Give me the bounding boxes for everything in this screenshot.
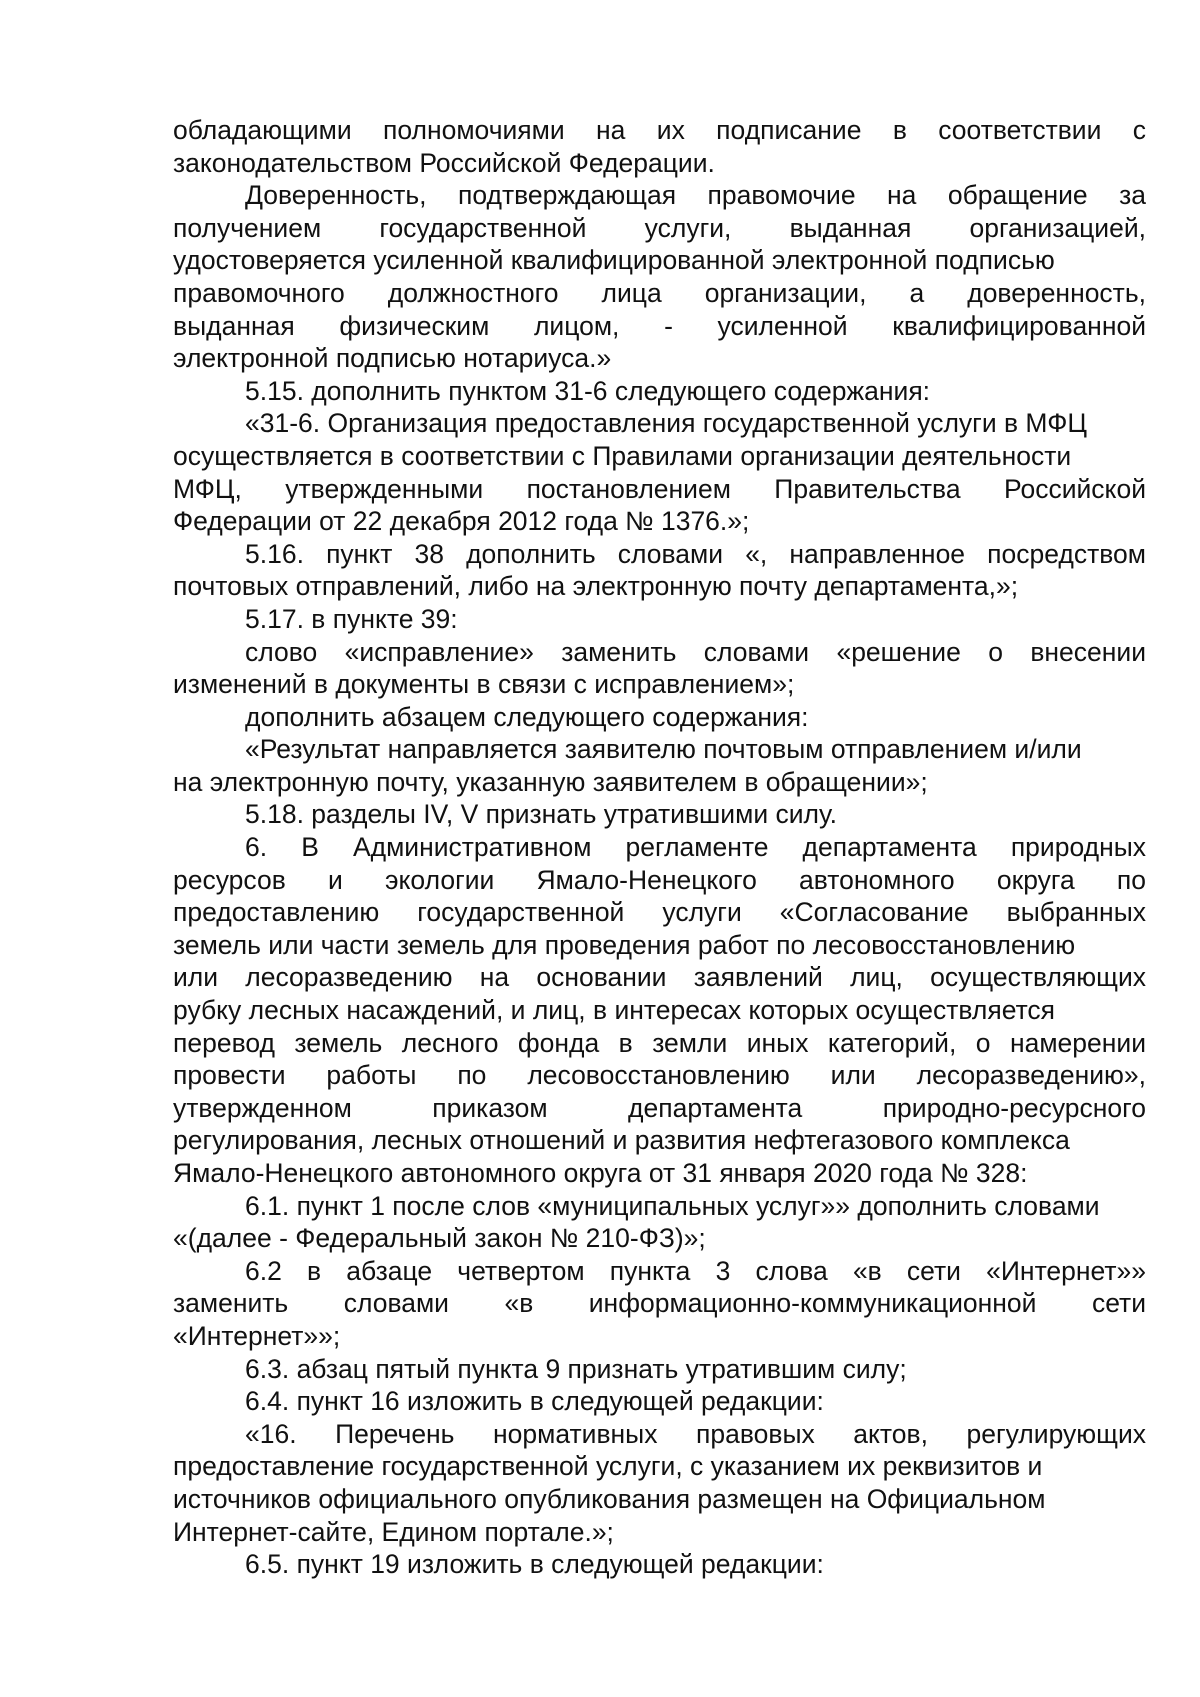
text-line: 5.15. дополнить пунктом 31-6 следующего содержания: (245, 375, 931, 406)
text-line: Федерации от 22 декабря 2012 года № 1376.»; (173, 506, 750, 537)
text-line: изменений в документы в связи с исправлением»; (173, 669, 795, 700)
text-line: или лесоразведению на основании заявлений лиц, осуществляющих (173, 962, 1146, 993)
text-line: «16. Перечень нормативных правовых актов, регулирующих (245, 1418, 1146, 1449)
text-line: на электронную почту, указанную заявителем в обращении»; (173, 766, 928, 797)
text-line: «31-6. Организация предоставления государственной услуги в МФЦ (245, 408, 1087, 439)
text-line: выданная физическим лицом, - усиленной квалифицированной (173, 310, 1146, 341)
text-line: 6.4. пункт 16 изложить в следующей редакции: (245, 1386, 824, 1417)
text-line: 6. В Административном регламенте департамента природных (245, 832, 1146, 863)
text-line: земель или части земель для проведения работ по лесовосстановлению (173, 929, 1076, 960)
text-line: 6.5. пункт 19 изложить в следующей редакции: (245, 1549, 824, 1580)
text-line: слово «исправление» заменить словами «решение о внесении (245, 636, 1146, 667)
text-line: предоставлению государственной услуги «Согласование выбранных (173, 897, 1146, 928)
text-line: «(далее - Федеральный закон № 210-ФЗ)»; (173, 1223, 706, 1254)
text-line: источников официального опубликования размещен на Официальном (173, 1483, 1046, 1514)
text-line: 6.3. абзац пятый пункта 9 признать утратившим силу; (245, 1353, 907, 1384)
text-line: 5.18. разделы IV, V признать утратившими силу. (245, 799, 837, 830)
document-body (173, 114, 1146, 1581)
text-line: ресурсов и экологии Ямало-Ненецкого автономного округа по (173, 864, 1146, 895)
text-line: правомочного должностного лица организации, а доверенность, (173, 277, 1146, 308)
text-line: удостоверяется усиленной квалифицированной электронной подписью (173, 245, 1055, 276)
text-line: 6.2 в абзаце четвертом пункта 3 слова «в сети «Интернет»» (245, 1255, 1146, 1286)
text-line: Доверенность, подтверждающая правомочие на обращение за (245, 180, 1146, 211)
text-line: 6.1. пункт 1 после слов «муниципальных услуг»» дополнить словами (245, 1190, 1100, 1221)
text-line: рубку лесных насаждений, и лиц, в интересах которых осуществляется (173, 995, 1056, 1026)
text-line: электронной подписью нотариуса.» (173, 343, 612, 374)
text-line: осуществляется в соответствии с Правилами организации деятельности (173, 440, 1072, 471)
text-line: предоставление государственной услуги, с указанием их реквизитов и (173, 1451, 1043, 1482)
text-line: провести работы по лесовосстановлению или лесоразведению», (173, 1060, 1146, 1091)
text-line: почтовых отправлений, либо на электронную почту департамента,»; (173, 571, 1019, 602)
text-line: «Результат направляется заявителю почтовым отправлением и/или (245, 734, 1082, 765)
text-line: 5.17. в пункте 39: (245, 603, 458, 634)
text-line: обладающими полномочиями на их подписание в соответствии с (173, 115, 1146, 145)
text-line: регулирования, лесных отношений и развития нефтегазового комплекса (173, 1125, 1070, 1156)
text-line: утвержденном приказом департамента природно-ресурсного (173, 1092, 1146, 1123)
text-line: «Интернет»»; (173, 1320, 341, 1351)
text-line: Интернет-сайте, Едином портале.»; (173, 1516, 614, 1547)
text-line: МФЦ, утвержденными постановлением Правительства Российской (173, 473, 1146, 504)
text-line: получением государственной услуги, выданная организацией, (173, 212, 1146, 243)
text-line: дополнить абзацем следующего содержания: (245, 701, 809, 732)
text-line: законодательством Российской Федерации. (173, 147, 715, 178)
text-line: заменить словами «в информационно-коммуникационной сети (173, 1288, 1146, 1319)
text-line: перевод земель лесного фонда в земли иных категорий, о намерении (173, 1027, 1146, 1058)
text-line: 5.16. пункт 38 дополнить словами «, направленное посредством (245, 538, 1146, 569)
text-line: Ямало-Ненецкого автономного округа от 31 января 2020 года № 328: (173, 1158, 1028, 1188)
